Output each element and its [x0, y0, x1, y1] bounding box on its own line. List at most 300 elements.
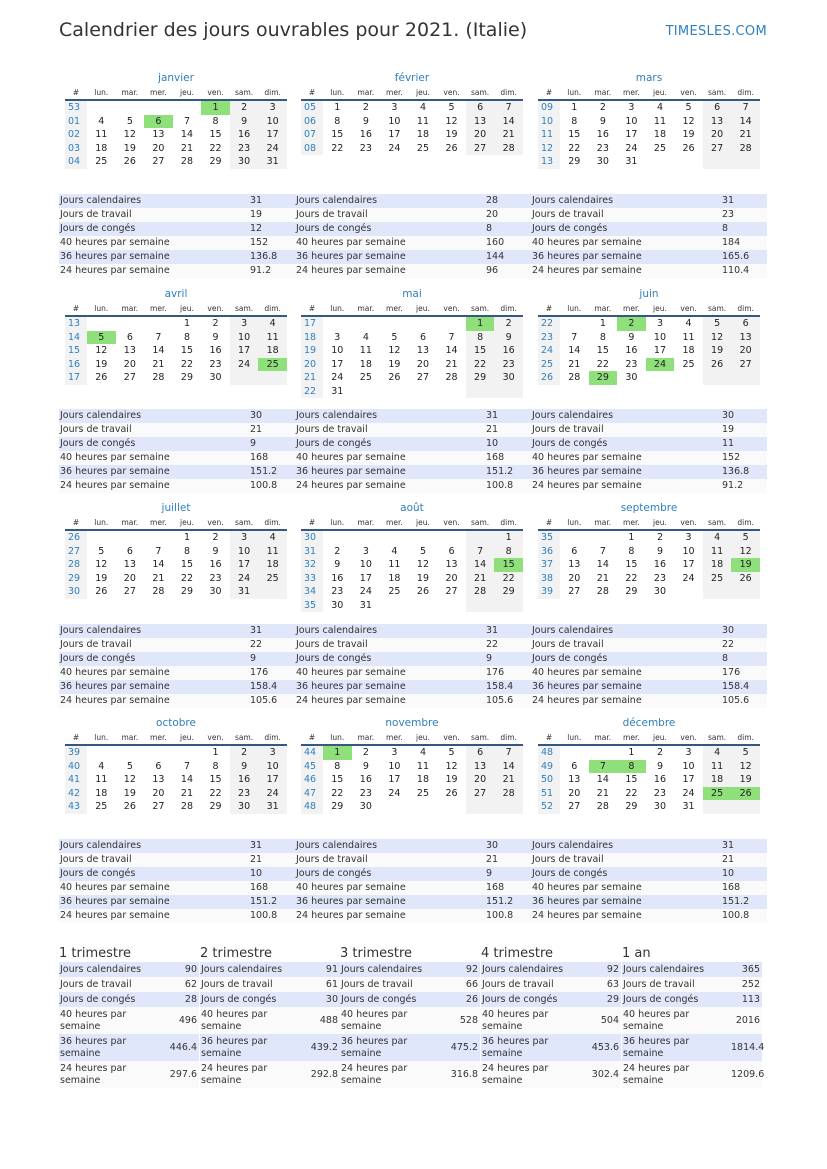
- summary-label: Jours de travail: [59, 977, 167, 992]
- day-cell: 29: [180, 586, 194, 597]
- day-cell: 3: [391, 747, 398, 758]
- day-cell: 10: [230, 545, 259, 559]
- weekday-header: jeu.: [173, 516, 202, 530]
- day-cell: 15: [209, 774, 222, 785]
- day-cell: 4: [391, 545, 398, 557]
- week-row: [65, 344, 287, 358]
- day-cell: [466, 385, 495, 399]
- week-row: [65, 760, 287, 774]
- week-row: [65, 530, 287, 545]
- week-number: 06: [301, 115, 323, 129]
- summary-row: [340, 1061, 480, 1088]
- week-number: 50: [538, 773, 560, 787]
- day-cell: [731, 371, 760, 385]
- stat-row: [295, 409, 531, 423]
- day-cell: 12: [123, 129, 136, 140]
- month-calendar: [538, 715, 760, 814]
- day-cell: 26: [95, 372, 108, 383]
- day-cell: 9: [230, 115, 259, 129]
- summary-row: [200, 977, 340, 992]
- week-number: 26: [538, 371, 560, 385]
- day-cell: 27: [123, 372, 136, 383]
- summary-row: [481, 992, 621, 1007]
- stat-value: 10: [721, 867, 767, 881]
- stat-label: 24 heures par semaine: [531, 694, 721, 708]
- site-link[interactable]: TIMESLES.COM: [665, 24, 767, 39]
- day-cell: 22: [180, 358, 194, 370]
- week-row: [65, 545, 287, 559]
- summary-row: [59, 1034, 199, 1061]
- day-cell: 28: [152, 372, 165, 383]
- day-cell: [409, 316, 438, 331]
- weekday-header: mer.: [617, 516, 646, 530]
- weekday-header: dim.: [494, 302, 523, 316]
- summary-row: [200, 992, 340, 1007]
- day-cell: 11: [359, 345, 372, 356]
- summary-label: 40 heures par semaine: [622, 1007, 730, 1034]
- day-cell: 15: [494, 558, 523, 572]
- week-number: 48: [538, 745, 560, 760]
- stat-row: [295, 909, 531, 923]
- summary-value: 92: [589, 962, 621, 977]
- stat-label: 40 heures par semaine: [295, 236, 485, 250]
- day-cell: [437, 800, 466, 814]
- day-cell: 10: [258, 115, 287, 129]
- week-row: [65, 128, 287, 142]
- summary-value: 365: [730, 962, 762, 977]
- day-cell: 7: [589, 760, 618, 774]
- stat-label: Jours calendaires: [295, 194, 485, 208]
- stat-value: 8: [721, 222, 767, 236]
- day-cell: 21: [180, 787, 194, 799]
- day-cell: 12: [123, 774, 136, 785]
- stat-row: [295, 264, 531, 278]
- day-cell: 16: [331, 572, 344, 584]
- stat-value: 21: [249, 853, 295, 867]
- weekday-header: lun.: [87, 516, 116, 530]
- day-cell: 6: [448, 545, 455, 557]
- day-cell: 31: [682, 801, 695, 812]
- day-cell: 20: [445, 572, 458, 584]
- day-cell: [230, 371, 259, 385]
- day-cell: 21: [731, 128, 760, 142]
- weekday-header: #: [65, 86, 87, 100]
- week-number: 22: [538, 316, 560, 331]
- week-row: [301, 331, 523, 345]
- summary-value: 90: [167, 962, 199, 977]
- day-cell: 10: [625, 115, 638, 127]
- month-stats: [295, 624, 531, 708]
- day-cell: 28: [180, 801, 194, 812]
- stat-value: 9: [249, 652, 295, 666]
- stat-row: [59, 409, 295, 423]
- stat-label: Jours de congés: [531, 652, 721, 666]
- day-cell: [87, 100, 116, 115]
- day-cell: 13: [123, 345, 136, 356]
- stat-label: Jours de congés: [531, 222, 721, 236]
- stat-row: [295, 694, 531, 708]
- day-cell: [87, 530, 116, 545]
- day-cell: 7: [731, 100, 760, 115]
- day-cell: 2: [212, 532, 219, 543]
- summary-label: 24 heures par semaine: [622, 1061, 730, 1088]
- day-cell: [560, 745, 589, 760]
- day-cell: 26: [123, 156, 136, 167]
- week-row: [65, 773, 287, 787]
- stat-row: [59, 694, 295, 708]
- weekday-header: lun.: [560, 731, 589, 745]
- weekday-header: lun.: [323, 86, 352, 100]
- day-cell: 8: [571, 115, 578, 127]
- day-cell: 28: [180, 156, 194, 167]
- day-cell: 4: [258, 530, 287, 545]
- day-cell: 18: [416, 774, 430, 785]
- day-cell: 9: [656, 545, 663, 557]
- day-cell: [703, 371, 732, 385]
- day-cell: 14: [731, 115, 760, 129]
- weekday-header: sam.: [703, 86, 732, 100]
- week-row: [301, 115, 523, 129]
- stat-value: 19: [249, 208, 295, 222]
- day-cell: [352, 385, 381, 399]
- week-row: [301, 585, 523, 599]
- day-cell: 2: [230, 745, 259, 760]
- stat-label: 40 heures par semaine: [531, 666, 721, 680]
- stat-value: 22: [721, 638, 767, 652]
- day-cell: 3: [230, 316, 259, 331]
- stat-label: Jours de congés: [295, 652, 485, 666]
- weekday-header: jeu.: [173, 302, 202, 316]
- day-cell: 17: [258, 773, 287, 787]
- stat-row: [295, 652, 531, 666]
- day-cell: 15: [625, 559, 638, 570]
- day-cell: 15: [331, 129, 344, 140]
- summary-label: 36 heures par semaine: [340, 1034, 448, 1061]
- day-cell: 29: [209, 156, 222, 167]
- day-cell: 20: [466, 128, 495, 142]
- stat-row: [531, 222, 767, 236]
- day-cell: 20: [731, 344, 760, 358]
- summary-label: 36 heures par semaine: [59, 1034, 167, 1061]
- day-cell: 11: [388, 559, 401, 570]
- stat-label: 36 heures par semaine: [531, 680, 721, 694]
- stat-value: 21: [249, 423, 295, 437]
- day-cell: 26: [731, 787, 760, 801]
- stat-label: Jours de congés: [59, 867, 249, 881]
- weekday-header: #: [538, 516, 560, 530]
- day-cell: 5: [87, 331, 116, 345]
- weekday-header: ven.: [201, 86, 230, 100]
- week-number: 45: [301, 760, 323, 774]
- month-name: mars: [635, 72, 663, 84]
- weekday-header: ven.: [674, 302, 703, 316]
- day-cell: 18: [95, 142, 108, 154]
- day-cell: [437, 385, 466, 399]
- week-number: 42: [65, 787, 87, 801]
- stat-label: Jours de congés: [531, 867, 721, 881]
- day-cell: 8: [599, 331, 606, 343]
- week-number: 05: [301, 100, 323, 115]
- stat-value: 10: [249, 867, 295, 881]
- summary-row: [340, 977, 480, 992]
- day-cell: 23: [331, 586, 344, 597]
- stat-row: [295, 895, 531, 909]
- stat-row: [59, 208, 295, 222]
- day-cell: 25: [703, 572, 732, 586]
- day-cell: 19: [95, 572, 108, 584]
- summary-row: [200, 962, 340, 977]
- day-cell: [589, 530, 618, 545]
- day-cell: 5: [98, 545, 105, 557]
- day-cell: 5: [703, 316, 732, 331]
- stat-label: 40 heures par semaine: [59, 666, 249, 680]
- week-row: [65, 331, 287, 345]
- stat-row: [531, 624, 767, 638]
- day-cell: 7: [494, 100, 523, 115]
- summary-value: 61: [308, 977, 340, 992]
- stat-row: [295, 479, 531, 493]
- day-cell: 15: [625, 774, 638, 785]
- day-cell: 11: [258, 545, 287, 559]
- stat-row: [531, 895, 767, 909]
- weekday-header: mar.: [352, 302, 381, 316]
- day-cell: [258, 371, 287, 385]
- stat-value: 8: [485, 222, 531, 236]
- stat-label: Jours de travail: [531, 853, 721, 867]
- stat-label: 40 heures par semaine: [531, 881, 721, 895]
- day-cell: 13: [416, 345, 430, 356]
- weekday-header: #: [301, 86, 323, 100]
- summary-column: [59, 945, 199, 1088]
- day-cell: 25: [703, 787, 732, 801]
- day-cell: 21: [568, 358, 581, 370]
- day-cell: [560, 316, 589, 331]
- stat-row: [295, 867, 531, 881]
- weekday-header: mar.: [589, 86, 618, 100]
- stat-row: [59, 437, 295, 451]
- day-cell: [352, 316, 381, 331]
- stat-label: Jours calendaires: [59, 409, 249, 423]
- summary-label: Jours de congés: [340, 992, 448, 1007]
- day-cell: 24: [682, 572, 695, 584]
- day-cell: 19: [445, 129, 458, 140]
- month-calendar: [301, 715, 523, 814]
- weekday-header: jeu.: [409, 86, 438, 100]
- weekday-header: mer.: [144, 731, 173, 745]
- stat-row: [59, 451, 295, 465]
- week-number: 33: [301, 572, 323, 586]
- day-cell: 19: [388, 358, 401, 370]
- summary-value: 439.2: [308, 1034, 340, 1061]
- day-cell: 31: [230, 585, 259, 599]
- weekday-header: sam.: [466, 731, 495, 745]
- stat-row: [295, 451, 531, 465]
- summary-row: [622, 992, 762, 1007]
- summary-label: 40 heures par semaine: [59, 1007, 167, 1034]
- day-cell: 9: [334, 559, 341, 570]
- week-row: [538, 760, 760, 774]
- week-row: [301, 787, 523, 801]
- stat-value: 22: [485, 638, 531, 652]
- summary-row: [622, 1034, 762, 1061]
- stat-label: 36 heures par semaine: [59, 465, 249, 479]
- day-cell: [646, 371, 675, 385]
- stat-label: 24 heures par semaine: [59, 264, 249, 278]
- day-cell: 17: [388, 774, 401, 785]
- stat-value: 21: [485, 423, 531, 437]
- stat-value: 31: [249, 194, 295, 208]
- day-cell: 17: [625, 129, 638, 140]
- week-row: [301, 530, 523, 545]
- day-cell: 11: [258, 331, 287, 345]
- weekday-header: #: [538, 86, 560, 100]
- day-cell: [144, 745, 173, 760]
- day-cell: 2: [656, 747, 663, 758]
- day-cell: 24: [230, 358, 259, 372]
- day-cell: 1: [599, 318, 606, 329]
- stat-label: Jours de travail: [531, 208, 721, 222]
- day-cell: 1: [212, 747, 219, 758]
- stat-label: 24 heures par semaine: [59, 694, 249, 708]
- day-cell: 22: [625, 572, 638, 584]
- day-cell: [116, 100, 145, 115]
- day-cell: [87, 316, 116, 331]
- month-table: [65, 86, 287, 169]
- day-cell: 9: [628, 331, 635, 343]
- day-cell: 18: [359, 358, 372, 370]
- summary-value: 28: [167, 992, 199, 1007]
- day-cell: 1: [334, 102, 341, 113]
- stat-row: [531, 839, 767, 853]
- day-cell: 6: [571, 760, 578, 772]
- month-calendar: [65, 715, 287, 814]
- day-cell: [380, 385, 409, 399]
- month-name: juin: [639, 288, 659, 300]
- day-cell: 15: [466, 344, 495, 358]
- day-cell: 28: [466, 585, 495, 599]
- day-cell: 6: [731, 316, 760, 331]
- day-cell: 25: [416, 142, 430, 154]
- day-cell: 26: [95, 586, 108, 597]
- day-cell: 31: [258, 800, 287, 814]
- stat-row: [531, 451, 767, 465]
- week-row: [538, 371, 760, 385]
- stat-label: Jours de congés: [59, 222, 249, 236]
- week-number: 24: [538, 344, 560, 358]
- summary-label: Jours de travail: [481, 977, 589, 992]
- day-cell: 18: [703, 558, 732, 572]
- stat-label: Jours de travail: [531, 423, 721, 437]
- day-cell: 22: [180, 572, 194, 584]
- summary-row: [340, 1034, 480, 1061]
- stat-row: [531, 881, 767, 895]
- stat-value: 22: [249, 638, 295, 652]
- day-cell: 22: [331, 787, 344, 799]
- day-cell: [116, 316, 145, 331]
- day-cell: 2: [362, 747, 369, 758]
- stat-value: 9: [485, 867, 531, 881]
- summary-label: Jours calendaires: [622, 962, 730, 977]
- day-cell: 22: [625, 787, 638, 799]
- month-table: [538, 516, 760, 599]
- day-cell: 2: [362, 102, 369, 113]
- stat-row: [59, 881, 295, 895]
- month-calendar: [538, 286, 760, 385]
- day-cell: [674, 371, 703, 385]
- day-cell: 8: [334, 115, 341, 127]
- month-table: [301, 731, 523, 814]
- day-cell: 25: [258, 572, 287, 586]
- stat-label: 40 heures par semaine: [295, 881, 485, 895]
- day-cell: [380, 800, 409, 814]
- weekday-header: dim.: [731, 731, 760, 745]
- summary-value: 252: [730, 977, 762, 992]
- month-name: septembre: [620, 502, 678, 514]
- month-name: mai: [402, 288, 422, 300]
- day-cell: 18: [258, 558, 287, 572]
- stat-row: [59, 264, 295, 278]
- week-row: [301, 558, 523, 572]
- stat-row: [531, 437, 767, 451]
- weekday-header: #: [538, 302, 560, 316]
- day-cell: 27: [731, 358, 760, 372]
- day-cell: [323, 316, 352, 331]
- day-cell: 9: [656, 760, 663, 772]
- day-cell: 26: [123, 801, 136, 812]
- stat-label: 24 heures par semaine: [531, 909, 721, 923]
- summary-label: 36 heures par semaine: [200, 1034, 308, 1061]
- day-cell: [494, 800, 523, 814]
- stat-value: 144: [485, 250, 531, 264]
- week-number: 30: [65, 585, 87, 599]
- day-cell: [731, 585, 760, 599]
- stat-row: [531, 409, 767, 423]
- day-cell: 10: [388, 760, 401, 772]
- month-table: [65, 516, 287, 599]
- weekday-header: dim.: [258, 302, 287, 316]
- week-number: 39: [65, 745, 87, 760]
- stat-value: 20: [485, 208, 531, 222]
- summary-value: 92: [448, 962, 480, 977]
- weekday-header: #: [301, 731, 323, 745]
- stat-label: Jours calendaires: [295, 839, 485, 853]
- day-cell: 27: [445, 586, 458, 597]
- stat-row: [531, 666, 767, 680]
- day-cell: 16: [209, 345, 222, 356]
- week-number: 10: [538, 115, 560, 129]
- week-row: [538, 773, 760, 787]
- stat-value: 31: [721, 839, 767, 853]
- weekday-header: sam.: [703, 516, 732, 530]
- day-cell: 25: [653, 142, 667, 154]
- month-name: novembre: [385, 717, 439, 729]
- week-row: [301, 760, 523, 774]
- summary-row: [59, 962, 199, 977]
- summary-label: Jours de travail: [340, 977, 448, 992]
- weekday-header: ven.: [201, 516, 230, 530]
- stat-value: 165.6: [721, 250, 767, 264]
- day-cell: 20: [123, 358, 136, 370]
- day-cell: 12: [731, 760, 760, 774]
- day-cell: 14: [180, 774, 194, 785]
- stat-value: 158.4: [249, 680, 295, 694]
- week-number: 01: [65, 115, 87, 129]
- day-cell: 21: [596, 787, 609, 799]
- weekday-header: ven.: [201, 302, 230, 316]
- day-cell: [323, 530, 352, 545]
- day-cell: [731, 800, 760, 814]
- day-cell: 20: [568, 787, 581, 799]
